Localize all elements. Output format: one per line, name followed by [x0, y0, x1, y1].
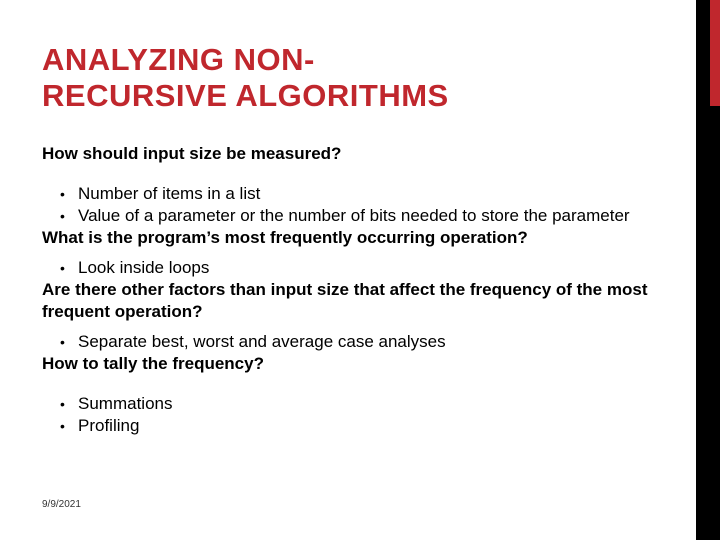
title-line-2: RECURSIVE ALGORITHMS: [42, 78, 449, 113]
bullet-dot: •: [60, 260, 65, 276]
bullet-text: Value of a parameter or the number of bits needed to store the parameter: [78, 206, 630, 225]
bullet-item: [42, 393, 652, 415]
question-2: What is the program’s most frequently occurring operation?: [42, 228, 528, 247]
bullet-item: [42, 331, 652, 353]
slide-date: 9/9/2021: [42, 499, 81, 510]
question-3: Are there other factors than input size that affect the frequency of the most frequent operation?: [42, 280, 648, 321]
side-bar-accent: [710, 0, 720, 106]
bullet-text: Look inside loops: [78, 258, 210, 277]
bullet-dot: •: [60, 208, 65, 224]
bullet-dot: •: [60, 396, 65, 412]
bullet-dot: •: [60, 186, 65, 202]
slide-title: [42, 42, 642, 114]
bullet-item: [42, 257, 652, 279]
bullet-item: [42, 415, 652, 437]
bullet-item: [42, 205, 652, 227]
question-4: How to tally the frequency?: [42, 354, 264, 373]
bullet-text: Separate best, worst and average case analyses: [78, 332, 446, 351]
title-line-1: ANALYZING NON-: [42, 42, 315, 77]
slide-body: [42, 143, 652, 437]
bullet-dot: •: [60, 334, 65, 350]
bullet-dot: •: [60, 418, 65, 434]
question-1: How should input size be measured?: [42, 144, 342, 163]
bullet-text: Number of items in a list: [78, 184, 261, 203]
slide-number: 14: [696, 493, 719, 517]
bullet-text: Profiling: [78, 416, 140, 435]
bullet-text: Summations: [78, 394, 173, 413]
bullet-item: [42, 183, 652, 205]
